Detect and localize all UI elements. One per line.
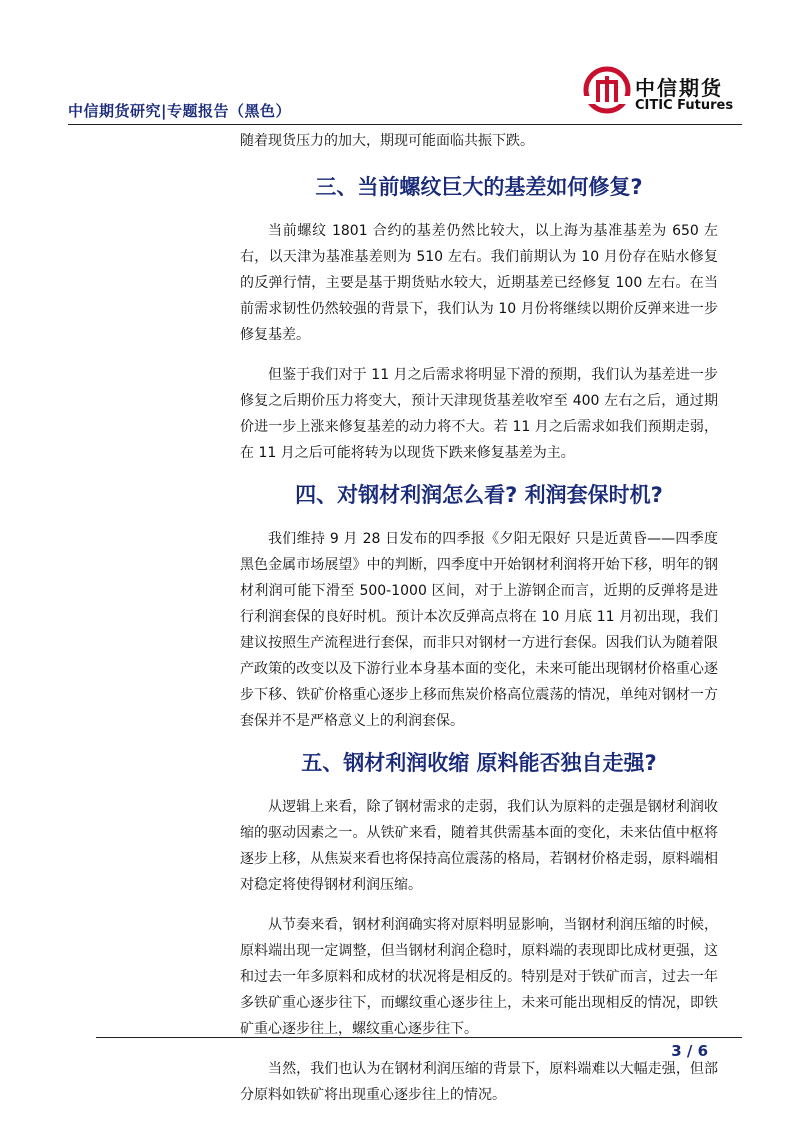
section-5-paragraph-3: 当然，我们也认为在钢材利润压缩的背景下，原料端难以大幅走强，但部分原料如铁矿将出现重心逐步往上的情况。	[240, 1061, 718, 1103]
section-5-paragraph-2: 从节奏来看，钢材利润确实将对原料明显影响，当钢材利润压缩的时候，原料端出现一定调整，但当钢材利润企稳时，原料端的表现即比成材更强，这和过去一年多原料和成材的状况将是相反的。特别是对于铁矿而言，过去一年多铁矿重心逐步往下，而螺纹重心逐步往上，未来可能出现相反的情况，即铁矿重心逐步往上，螺纹重心逐步往下。	[240, 917, 718, 1037]
carryover-paragraph: 随着现货压力的加大，期现可能面临共振下跌。	[240, 133, 534, 149]
section-3-paragraph-1: 当前螺纹 1801 合约的基差仍然比较大，以上海为基准基差为 650 左右，以天津为基准基差则为 510 左右。我们前期认为 10 月份存在贴水修复的反弹行情，主要是基于期货贴水较大，近期基差已经修复 100 左右。在当前需求韧性仍然较强的背景下，我们认为 10 月份将继续以期价反弹来进一步修复基差。	[240, 223, 718, 343]
section-3-paragraph-2: 但鉴于我们对于 11 月之后需求将明显下滑的预期，我们认为基差进一步修复之后期价压力将变大，预计天津现货基差收窄至 400 左右之后，通过期价进一步上涨来修复基差的动力将不大。若 11 月之后需求如我们预期走弱，在 11 月之后可能将转为以现货下跌来修复基差为主。	[240, 367, 718, 461]
section-5-heading: 五、钢材利润收缩 原料能否独自走强?	[301, 751, 657, 775]
citic-logo-mark-icon	[583, 66, 631, 114]
logo-english-name: CITIC Futures	[635, 98, 734, 113]
section-3-heading: 三、当前螺纹巨大的基差如何修复?	[315, 175, 643, 199]
section-5-paragraph-1: 从逻辑上来看，除了钢材需求的走弱，我们认为原料的走强是钢材利润收缩的驱动因素之一。从铁矿来看，随着其供需基本面的变化，未来估值中枢将逐步上移，从焦炭来看也将保持高位震荡的格局，若钢材价格走弱，原料端相对稳定将使得钢材利润压缩。	[240, 799, 718, 893]
report-header-title: 中信期货研究|专题报告（黑色）	[68, 102, 291, 120]
report-body	[240, 128, 718, 1122]
page-number: 3 / 6	[671, 1042, 708, 1060]
header-divider	[68, 124, 742, 125]
section-4-heading: 四、对钢材利润怎么看? 利润套保时机?	[295, 483, 663, 507]
logo-chinese-name: 中信期货	[635, 76, 723, 100]
citic-futures-logo	[583, 66, 743, 122]
section-4-paragraph-1: 我们维持 9 月 28 日发布的四季报《夕阳无限好 只是近黄昏——四季度黑色金属市场展望》中的判断，四季度中开始钢材利润将开始下移，明年的钢材利润可能下滑至 500-1000 区间，对于上游钢企而言，近期的反弹将是进行利润套保的良好时机。预计本次反弹高点将在 10 月底 11 月初出现，我们建议按照生产流程进行套保，而非只对钢材一方进行套保。因我们认为随着限产政策的改变以及下游行业本身基本面的变化，未来可能出现钢材价格重心逐步下移、铁矿价格重心逐步上移而焦炭价格高位震荡的情况，单纯对钢材一方套保并不是严格意义上的利润套保。	[240, 531, 718, 729]
footer-divider	[96, 1037, 742, 1038]
